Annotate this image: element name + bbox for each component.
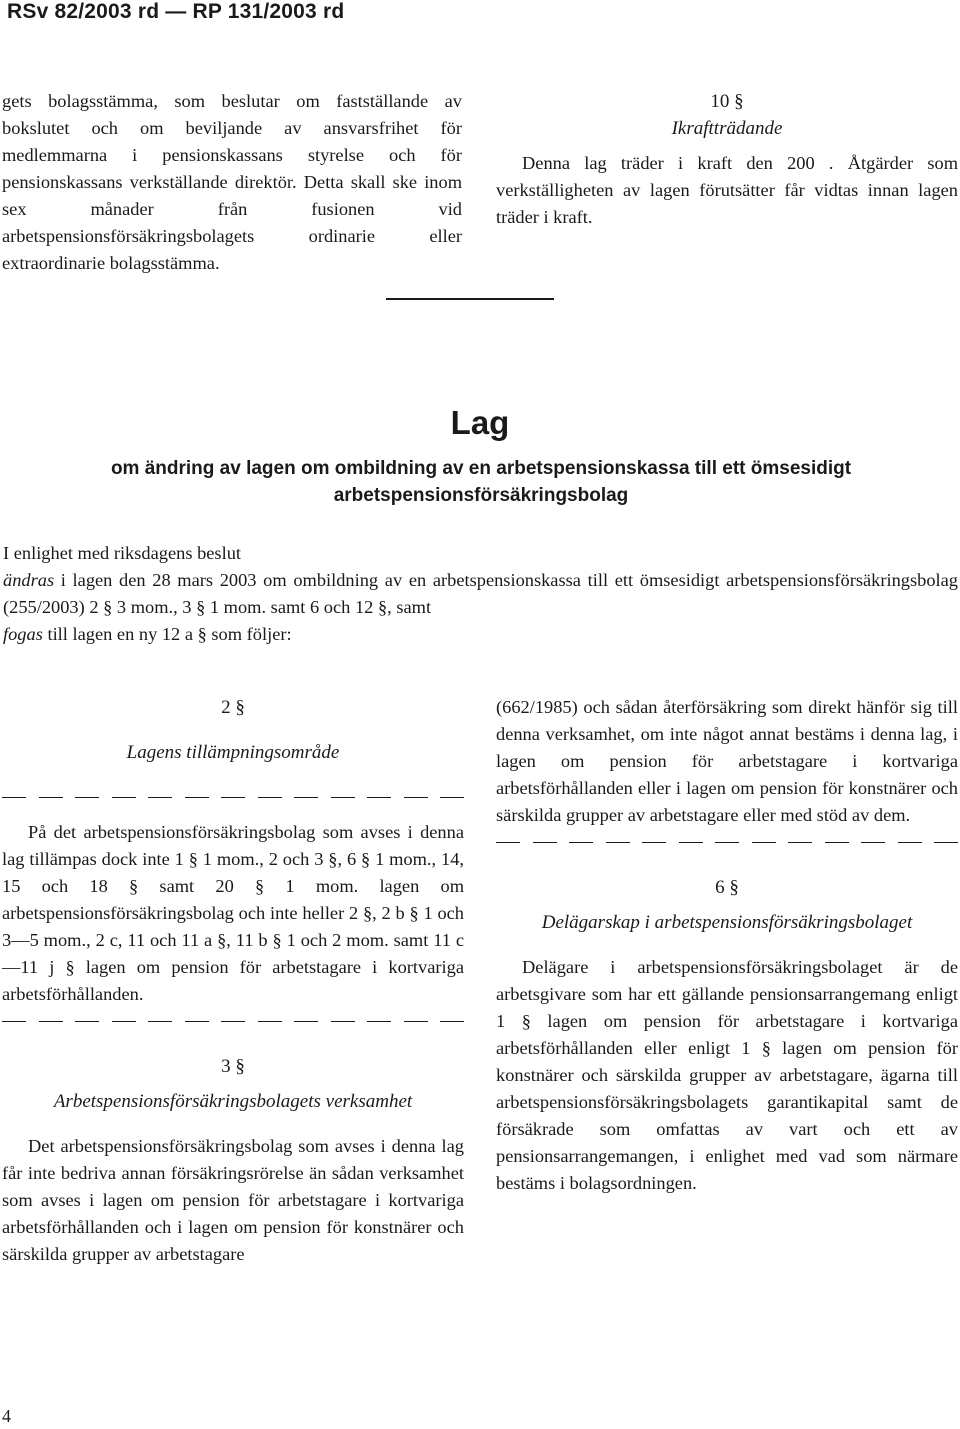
law-subtitle: om ändring av lagen om ombildning av en arbetspensionskassa till ett ömsesidigt arbetspensionsförsäkringsbolag [110, 458, 852, 506]
intro-add-paragraph [3, 621, 958, 648]
body-right-column [496, 694, 958, 1197]
section-paragraph: Denna lag träder i kraft den 200 . Åtgärder som verkställigheten av lagen förutsätter får vidtas innan lagen träder i kraft. [496, 153, 958, 227]
running-header: RSv 82/2003 rd — RP 131/2003 rd [7, 0, 345, 23]
section-number: 10 § [710, 91, 744, 112]
omission-dashes [2, 1008, 464, 1035]
intro-add-text: till lagen en ny 12 a § som följer: [42, 624, 292, 644]
intro-add-verb: fogas [3, 624, 43, 644]
continuation-paragraph: (662/1985) och sådan återförsäkring som direkt hänför sig till denna verksamhet, om inte något annat bestäms i denna lag, i lagen om pension för arbetstagare i kortvariga arbetsförhållanden eller i lagen om pension för konstnärer och särskilda grupper av arbetstagare eller med stöd av dem. [496, 697, 958, 825]
section-title: Lagens tillämpningsområde [126, 742, 340, 763]
intro-amend-text: i lagen den 28 mars 2003 om ombildning av en arbetspensionskassa till ett ömsesidigt arbetspensionsförsäkringsbolag (255/2003) 2 § 3 mom., 3 § 1 mom. samt 6 och 12 §, samt [3, 570, 958, 617]
intro-amend-verb: ändras [3, 570, 55, 590]
law-title: Lag [450, 404, 510, 441]
top-right-column [496, 88, 958, 231]
intro-amend-paragraph [3, 567, 958, 621]
top-left-paragraph: gets bolagsstämma, som beslutar om fastställande av bokslutet och om beviljande av ansvarsfrihet för medlemmarna i pensionskassans styrelse och för pensionskassans verkställande direktör. Detta skall ske inom sex månader från fusionen vid arbetspensionsförsäkringsbolagets ordinarie eller extraordinarie bolagsstämma. [2, 91, 462, 273]
top-left-column [2, 88, 462, 277]
law-intro [3, 540, 958, 648]
section-number: 6 § [715, 877, 739, 898]
section-paragraph: Det arbetspensionsförsäkringsbolag som avses i denna lag får inte bedriva annan försäkringsrörelse än sådan verksamhet som avses i lagen om pension för arbetstagare i kortvariga arbetsförhållanden och i lagen om pension för konstnärer och särskilda grupper av arbetstagare [2, 1136, 464, 1264]
section-title: Arbetspensionsförsäkringsbolagets verksamhet [53, 1091, 413, 1112]
section-number: 2 § [221, 697, 245, 718]
section-title: Ikraftträdande [671, 118, 783, 139]
section-paragraph: Delägare i arbetspensionsförsäkringsbolaget är de arbetsgivare som har ett gällande pensionsarrangemang enligt 1 § lagen om pension för arbetstagare i kortvariga arbetsförhållanden eller enligt 1 § lagen om pension för konstnärer och särskilda grupper av arbetstagare, ägarna till arbetspensionsförsäkringsbolagets garantikapital samt de försäkrade som omfattas av vart och ett av pensionsarrangemangen, i enlighet med vad som närmare bestäms i bolagsordningen. [496, 957, 958, 1193]
intro-line: I enlighet med riksdagens beslut [3, 543, 242, 563]
omission-dashes [2, 784, 464, 811]
omission-dashes [496, 829, 958, 856]
section-number: 3 § [221, 1056, 245, 1077]
body-left-column [2, 694, 464, 1268]
page-number: 4 [2, 1406, 11, 1426]
separator-line [386, 298, 554, 300]
section-paragraph: På det arbetspensionsförsäkringsbolag som avses i denna lag tillämpas dock inte 1 § 1 mom., 2 och 3 §, 6 § 1 mom., 14, 15 och 18 § samt 20 § 1 mom. lagen om arbetspensionsförsäkringsbolag och inte heller 2 §, 2 b § 1 och 3—5 mom., 2 c, 11 och 11 a §, 11 b § 1 och 2 mom. samt 11 c—11 j § lagen om pension för arbetstagare i kortvariga arbetsförhållanden. [2, 822, 464, 1004]
section-title: Delägarskap i arbetspensionsförsäkringsbolaget [541, 912, 913, 933]
